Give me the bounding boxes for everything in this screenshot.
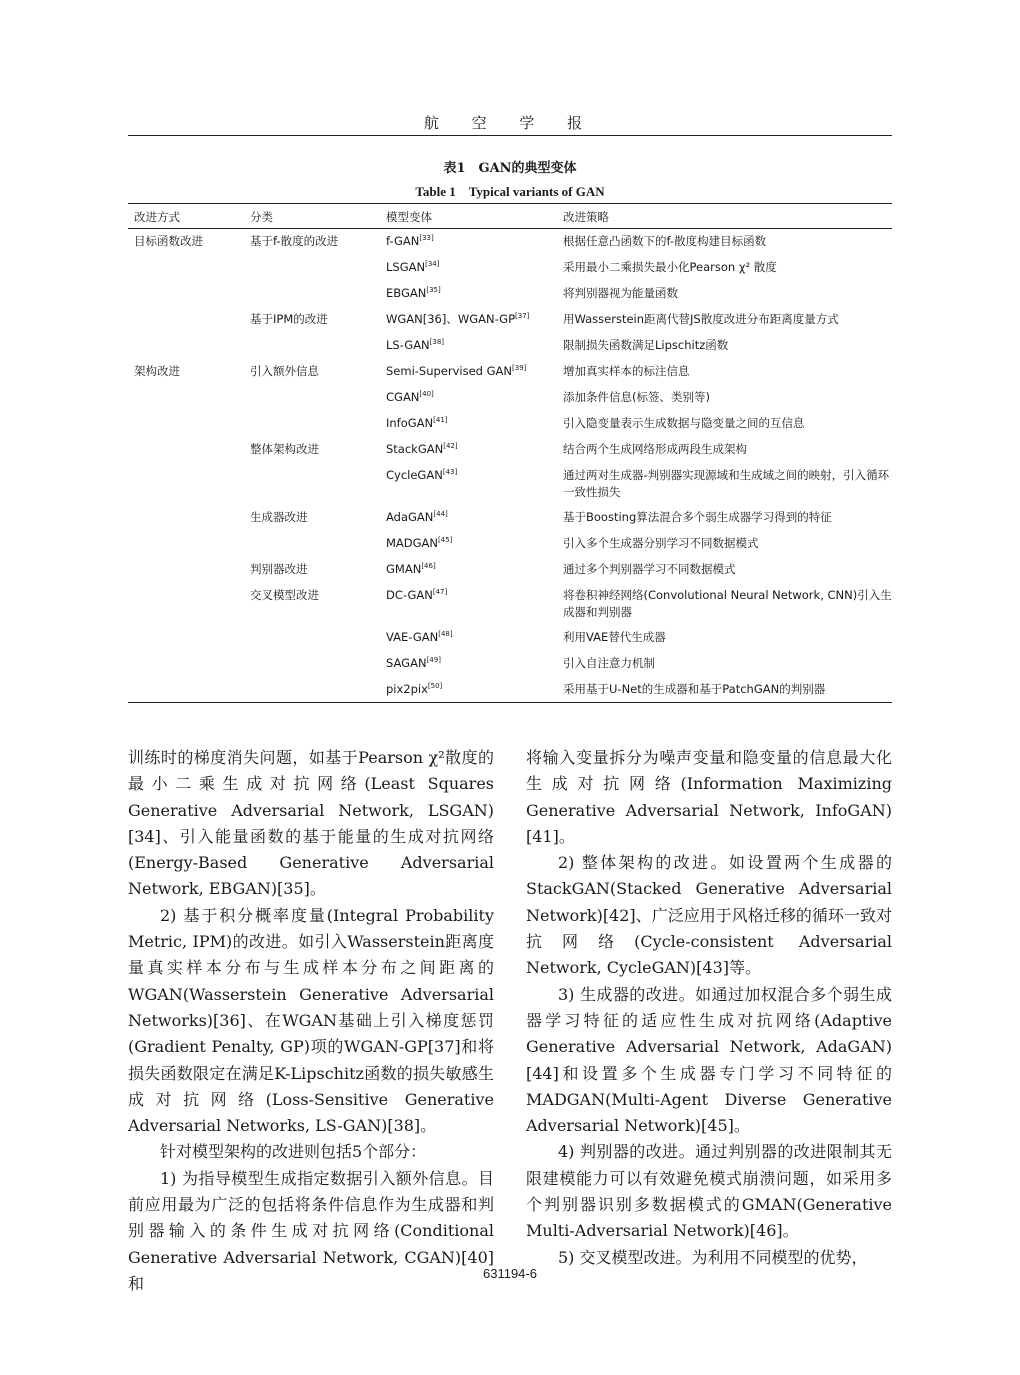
table-row	[128, 437, 892, 463]
citation-ref: [42]	[443, 441, 458, 450]
category-cell	[250, 625, 386, 651]
strategy-cell: 根据任意凸函数下的f-散度构建目标函数	[563, 234, 767, 248]
table-row	[128, 505, 892, 531]
header-cell: 分类	[250, 209, 273, 224]
table-row	[128, 651, 892, 677]
paragraph: 1) 为指导模型生成指定数据引入额外信息。目前应用最为广泛的包括将条件信息作为生成器和判别器输入的条件生成对抗网络(Conditional Generative Adversarial Network, CGAN)[40]和	[128, 1168, 494, 1293]
table-row	[128, 333, 892, 359]
mode-cell	[128, 651, 250, 677]
strategy-cell: 增加真实样本的标注信息	[563, 363, 690, 378]
paragraph: 2) 基于积分概率度量(Integral Probability Metric, IPM)的改进。如引入Wasserstein距离度量真实样本分布与生成样本分布之间距离的WGAN(Wasserstein Generative Adversarial Networks)[36]、在WGAN基础上引入梯度惩罚(Gradient Penalty, GP)项的WGAN-GP[37]和将损失函数限定在满足K-Lipschitz函数的损失敏感生成对抗网络(Loss-Sensitive Generative Adversarial Networks, LS-GAN)[38]。	[128, 905, 494, 1136]
strategy-cell: 通过多个判别器学习不同数据模式	[563, 561, 736, 576]
table-row	[128, 463, 892, 505]
citation-ref: [48]	[438, 629, 453, 638]
journal-header: 航 空 学 报	[423, 114, 597, 132]
model-cell: LS-GAN[38]	[386, 337, 445, 352]
paragraph: 训练时的梯度消失问题，如基于Pearson χ²散度的最小二乘生成对抗网络(Least Squares Generative Adversarial Network, LSGAN)[34]、引入能量函数的基于能量的生成对抗网络(Energy-Based Generative Adversarial Network, EBGAN)[35]。	[128, 748, 494, 899]
citation-ref: [47]	[432, 587, 448, 596]
table-header-row	[128, 204, 892, 229]
table-row	[128, 583, 892, 625]
mode-cell	[128, 307, 250, 333]
category-cell	[250, 651, 386, 677]
mode-cell	[128, 557, 250, 583]
strategy-cell: 将卷积神经网络(Convolutional Neural Network, CNN)引入生成器和判别器	[563, 587, 892, 619]
category-cell	[250, 411, 386, 437]
strategy-cell: 限制损失函数满足Lipschitz函数	[563, 337, 729, 352]
mode-cell	[128, 677, 250, 703]
model-cell: DC-GAN[47]	[386, 587, 448, 602]
category-cell	[250, 463, 386, 505]
category-cell	[250, 385, 386, 411]
citation-ref: [50]	[427, 681, 443, 690]
header-cell: 模型变体	[386, 209, 432, 224]
header-cell: 改进方式	[134, 209, 180, 224]
table-row	[128, 229, 892, 255]
header-cell: 改进策略	[563, 209, 609, 224]
category-cell: 判别器改进	[250, 561, 308, 576]
gan-variants-table	[128, 203, 892, 703]
strategy-cell: 引入多个生成器分别学习不同数据模式	[563, 535, 759, 550]
right-column	[526, 745, 892, 1271]
model-cell: StackGAN[42]	[386, 441, 458, 456]
model-cell: Semi-Supervised GAN[39]	[386, 363, 527, 378]
citation-ref: [38]	[429, 337, 445, 346]
mode-cell	[128, 333, 250, 359]
mode-cell	[128, 437, 250, 463]
model-cell: MADGAN[45]	[386, 535, 453, 550]
mode-cell	[128, 625, 250, 651]
mode-cell	[128, 505, 250, 531]
model-cell: VAE-GAN[48]	[386, 629, 453, 644]
mode-cell	[128, 463, 250, 505]
mode-cell	[128, 385, 250, 411]
strategy-cell: 通过两对生成器-判别器实现源域和生成域之间的映射，引入循环一致性损失	[563, 467, 890, 499]
paragraph: 5) 交叉模型改进。为利用不同模型的优势，	[558, 1247, 868, 1267]
table-caption-zh: 表1 GAN的典型变体	[443, 161, 577, 176]
table-row	[128, 359, 892, 385]
category-cell: 引入额外信息	[250, 363, 319, 378]
strategy-cell: 利用VAE替代生成器	[563, 629, 666, 644]
citation-ref: [39]	[512, 363, 527, 372]
model-cell: CGAN[40]	[386, 389, 434, 404]
citation-ref: [37]	[515, 311, 530, 320]
mode-cell	[128, 281, 250, 307]
table-row	[128, 307, 892, 333]
model-cell: f-GAN[33]	[386, 234, 434, 248]
citation-ref: [43]	[442, 467, 458, 476]
strategy-cell: 结合两个生成网络形成两段生成架构	[563, 441, 747, 456]
citation-ref: [41]	[433, 415, 448, 424]
strategy-cell: 添加条件信息(标签、类别等)	[563, 389, 710, 404]
paragraph: 将输入变量拆分为噪声变量和隐变量的信息最大化生成对抗网络(Information Maximizing Generative Adversarial Network, InfoGAN)[41]。	[526, 748, 892, 846]
mode-cell	[128, 411, 250, 437]
left-column	[128, 745, 494, 1297]
category-cell	[250, 677, 386, 703]
category-cell	[250, 531, 386, 557]
strategy-cell: 引入自注意力机制	[563, 655, 655, 670]
strategy-cell: 用Wasserstein距离代替JS散度改进分布距离度量方式	[563, 311, 839, 326]
category-cell: 整体架构改进	[250, 441, 319, 456]
strategy-cell: 引入隐变量表示生成数据与隐变量之间的互信息	[563, 415, 805, 430]
table-row	[128, 557, 892, 583]
citation-ref: [35]	[426, 285, 441, 294]
category-cell: 基于f-散度的改进	[250, 234, 339, 248]
page-number: 631194-6	[483, 1266, 537, 1281]
citation-ref: [40]	[419, 389, 434, 398]
strategy-cell: 采用最小二乘损失最小化Pearson χ² 散度	[563, 259, 777, 274]
model-cell: SAGAN[49]	[386, 655, 441, 670]
model-cell: LSGAN[34]	[386, 259, 440, 274]
table-row	[128, 531, 892, 557]
strategy-cell: 采用基于U-Net的生成器和基于PatchGAN的判别器	[563, 681, 826, 696]
category-cell	[250, 255, 386, 281]
model-cell: WGAN[36]、WGAN-GP[37]	[386, 311, 530, 326]
table-row	[128, 255, 892, 281]
table-caption-en: Table 1 Typical variants of GAN	[415, 184, 605, 199]
strategy-cell: 将判别器视为能量函数	[563, 285, 678, 300]
table-row	[128, 385, 892, 411]
citation-ref: [46]	[421, 561, 436, 570]
header-rule	[128, 135, 892, 136]
model-cell: CycleGAN[43]	[386, 467, 458, 482]
paragraph: 针对模型架构的改进则包括5个部分：	[160, 1142, 427, 1162]
paragraph: 3) 生成器的改进。如通过加权混合多个弱生成器学习特征的适应性生成对抗网络(Adaptive Generative Adversarial Network, AdaGAN)[44]和设置多个生成器专门学习不同特征的MADGAN(Multi-Agent Diverse Generative Adversarial Network)[45]。	[526, 984, 892, 1136]
mode-cell	[128, 255, 250, 281]
mode-cell: 目标函数改进	[134, 234, 203, 248]
mode-cell	[128, 583, 250, 625]
table-row	[128, 677, 892, 703]
mode-cell	[128, 531, 250, 557]
model-cell: EBGAN[35]	[386, 285, 441, 300]
model-cell: AdaGAN[44]	[386, 509, 448, 524]
category-cell: 生成器改进	[250, 509, 308, 524]
strategy-cell: 基于Boosting算法混合多个弱生成器学习得到的特征	[563, 509, 832, 524]
table-row	[128, 281, 892, 307]
paragraph: 2) 整体架构的改进。如设置两个生成器的StackGAN(Stacked Generative Adversarial Network)[42]、广泛应用于风格迁移的循环一致对抗网络(Cycle-consistent Adversarial Network, CycleGAN)[43]等。	[526, 853, 892, 978]
category-cell: 交叉模型改进	[250, 587, 319, 602]
category-cell: 基于IPM的改进	[250, 311, 328, 326]
citation-ref: [33]	[419, 234, 434, 243]
citation-ref: [44]	[433, 509, 448, 518]
table-row	[128, 625, 892, 651]
category-cell	[250, 281, 386, 307]
mode-cell: 架构改进	[134, 363, 180, 378]
paragraph: 4) 判别器的改进。通过判别器的改进限制其无限建模能力可以有效避免模式崩溃问题，如采用多个判别器识别多数据模式的GMAN(Generative Multi-Adversarial Network)[46]。	[526, 1142, 892, 1241]
model-cell: GMAN[46]	[386, 561, 436, 576]
model-cell: InfoGAN[41]	[386, 415, 448, 430]
citation-ref: [49]	[426, 655, 441, 664]
category-cell	[250, 333, 386, 359]
citation-ref: [45]	[438, 535, 453, 544]
model-cell: pix2pix[50]	[386, 681, 443, 696]
table-row	[128, 411, 892, 437]
citation-ref: [34]	[425, 259, 440, 268]
